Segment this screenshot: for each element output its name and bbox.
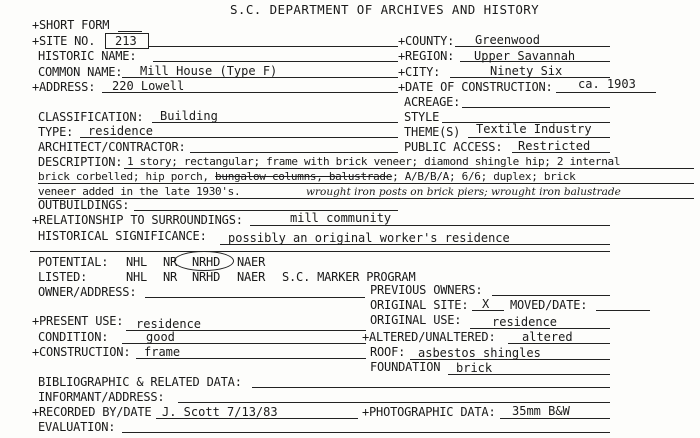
style-label: STYLE bbox=[404, 110, 440, 124]
potential-nr: NR bbox=[163, 255, 178, 269]
common-name-line bbox=[122, 77, 398, 78]
listed-naer: NAER bbox=[237, 270, 266, 284]
moved-line bbox=[596, 310, 650, 311]
county-line bbox=[455, 46, 610, 47]
theme-value: Textile Industry bbox=[476, 122, 592, 136]
date-construction-label: +DATE OF CONSTRUCTION: bbox=[398, 80, 553, 94]
evaluation-line bbox=[122, 432, 610, 433]
description-line-1: 1 story; rectangular; frame with brick veneer; diamond shingle hip; 2 internal bbox=[127, 155, 621, 168]
photo-label: +PHOTOGRAPHIC DATA: bbox=[362, 405, 496, 419]
site-no-line bbox=[148, 46, 398, 47]
listed-nhl: NHL bbox=[126, 270, 148, 284]
owner-line bbox=[145, 297, 365, 298]
city-label: +CITY: bbox=[398, 65, 441, 79]
form-header: S.C. DEPARTMENT OF ARCHIVES AND HISTORY bbox=[230, 2, 540, 17]
theme-line bbox=[468, 137, 610, 138]
construction-value: frame bbox=[144, 345, 181, 359]
previous-owners-line bbox=[492, 295, 610, 296]
present-use-label: +PRESENT USE: bbox=[32, 314, 124, 328]
description-handwritten: wrought iron posts on brick piers; wrought iron balustrade bbox=[306, 186, 621, 198]
address-value: 220 Lowell bbox=[112, 79, 185, 93]
description-struck-text: bungalow columns, balustrade bbox=[215, 170, 393, 183]
potential-label: POTENTIAL: bbox=[38, 255, 109, 269]
description-rule-3 bbox=[38, 198, 694, 199]
listed-label: LISTED: bbox=[38, 270, 88, 284]
marker-program: S.C. MARKER PROGRAM bbox=[282, 270, 416, 284]
outbuildings-label: OUTBUILDINGS: bbox=[38, 198, 130, 212]
significance-line bbox=[220, 244, 610, 245]
altered-label: +ALTERED/UNALTERED: bbox=[362, 330, 496, 344]
common-name-label: COMMON NAME: bbox=[38, 65, 123, 79]
architect-label: ARCHITECT/CONTRACTOR: bbox=[38, 140, 186, 154]
acreage-line bbox=[462, 107, 610, 108]
condition-line bbox=[122, 343, 366, 344]
original-use-value: residence bbox=[492, 315, 558, 329]
original-site-line bbox=[472, 310, 504, 311]
public-access-label: PUBLIC ACCESS: bbox=[404, 140, 503, 154]
bibliographic-line bbox=[252, 387, 610, 388]
public-access-value: Restricted bbox=[518, 139, 591, 153]
date-construction-line bbox=[556, 92, 656, 93]
region-value: Upper Savannah bbox=[474, 49, 576, 63]
public-access-line bbox=[512, 152, 610, 153]
evaluation-label: EVALUATION: bbox=[38, 420, 116, 434]
photo-line bbox=[500, 418, 610, 419]
previous-owners-label: PREVIOUS OWNERS: bbox=[370, 283, 483, 297]
recorded-value: J. Scott 7/13/83 bbox=[162, 405, 278, 419]
original-use-label: ORIGINAL USE: bbox=[370, 313, 462, 327]
county-label: +COUNTY: bbox=[398, 34, 455, 48]
condition-label: CONDITION: bbox=[38, 330, 109, 344]
photo-value: 35mm B&W bbox=[512, 404, 570, 418]
owner-label: OWNER/ADDRESS: bbox=[38, 285, 137, 299]
short-form-line bbox=[118, 31, 142, 32]
altered-line bbox=[508, 343, 610, 344]
condition-value: good bbox=[146, 330, 175, 344]
description-line-2a: brick corbelled; hip porch, bbox=[38, 170, 216, 183]
date-construction-value: ca. 1903 bbox=[578, 77, 636, 91]
foundation-value: brick bbox=[456, 361, 493, 375]
region-line bbox=[460, 61, 610, 62]
recorded-label: +RECORDED BY/DATE bbox=[32, 405, 152, 419]
acreage-label: ACREAGE: bbox=[404, 95, 461, 109]
site-no-value: 213 bbox=[115, 34, 137, 48]
altered-value: altered bbox=[522, 330, 573, 344]
section-separator bbox=[30, 251, 610, 252]
description-line-2b: ; A/B/B/A; 6/6; duplex; brick bbox=[392, 170, 576, 183]
relationship-line bbox=[250, 225, 610, 226]
construction-label: +CONSTRUCTION: bbox=[32, 345, 131, 359]
informant-label: INFORMANT/ADDRESS: bbox=[38, 390, 165, 404]
historic-name-label: HISTORIC NAME: bbox=[38, 49, 137, 63]
short-form-label: +SHORT FORM bbox=[32, 18, 110, 32]
potential-nrhd: NRHD bbox=[192, 255, 221, 269]
type-line bbox=[80, 137, 398, 138]
potential-naer: NAER bbox=[237, 255, 266, 269]
roof-value: asbestos shingles bbox=[418, 346, 541, 360]
potential-nhl: NHL bbox=[126, 255, 148, 269]
address-label: +ADDRESS: bbox=[32, 80, 96, 94]
significance-value: possibly an original worker's residence bbox=[228, 231, 510, 245]
description-line-3: veneer added in the late 1930's. bbox=[38, 185, 241, 198]
type-label: TYPE: bbox=[38, 125, 74, 139]
description-label: DESCRIPTION: bbox=[38, 155, 123, 169]
significance-label: HISTORICAL SIGNIFICANCE: bbox=[38, 229, 207, 243]
classification-label: CLASSIFICATION: bbox=[38, 110, 144, 124]
moved-label: MOVED/DATE: bbox=[510, 298, 588, 312]
nrhd-circle-mark bbox=[174, 251, 234, 271]
historic-name-line bbox=[153, 61, 398, 62]
informant-line bbox=[178, 402, 610, 403]
foundation-label: FOUNDATION bbox=[370, 360, 441, 374]
region-label: +REGION: bbox=[398, 49, 455, 63]
construction-line bbox=[136, 358, 366, 359]
present-use-value: residence bbox=[136, 317, 202, 331]
architect-line bbox=[190, 152, 398, 153]
listed-nr: NR bbox=[163, 270, 178, 284]
relationship-value: mill community bbox=[290, 211, 392, 225]
relationship-label: +RELATIONSHIP TO SURROUNDINGS: bbox=[32, 213, 243, 227]
roof-label: ROOF: bbox=[370, 345, 406, 359]
city-value: Ninety Six bbox=[490, 64, 563, 78]
recorded-line bbox=[156, 418, 358, 419]
type-value: residence bbox=[88, 124, 154, 138]
original-use-line bbox=[470, 328, 610, 329]
common-name-value: Mill House (Type F) bbox=[140, 64, 278, 78]
description-rule-2 bbox=[38, 183, 694, 184]
classification-value: Building bbox=[160, 109, 218, 123]
address-line bbox=[102, 92, 398, 93]
foundation-line bbox=[448, 374, 610, 375]
classification-line bbox=[152, 122, 398, 123]
listed-nrhd: NRHD bbox=[192, 270, 221, 284]
theme-label: THEME(S) bbox=[404, 125, 461, 139]
bibliographic-label: BIBLIOGRAPHIC & RELATED DATA: bbox=[38, 375, 242, 389]
site-no-label: +SITE NO. bbox=[32, 34, 96, 48]
original-site-label: ORIGINAL SITE: bbox=[370, 298, 469, 312]
original-site-mark: X bbox=[482, 297, 490, 311]
description-rule-1 bbox=[124, 168, 694, 169]
county-value: Greenwood bbox=[475, 33, 541, 47]
description-line-2 bbox=[38, 170, 575, 184]
